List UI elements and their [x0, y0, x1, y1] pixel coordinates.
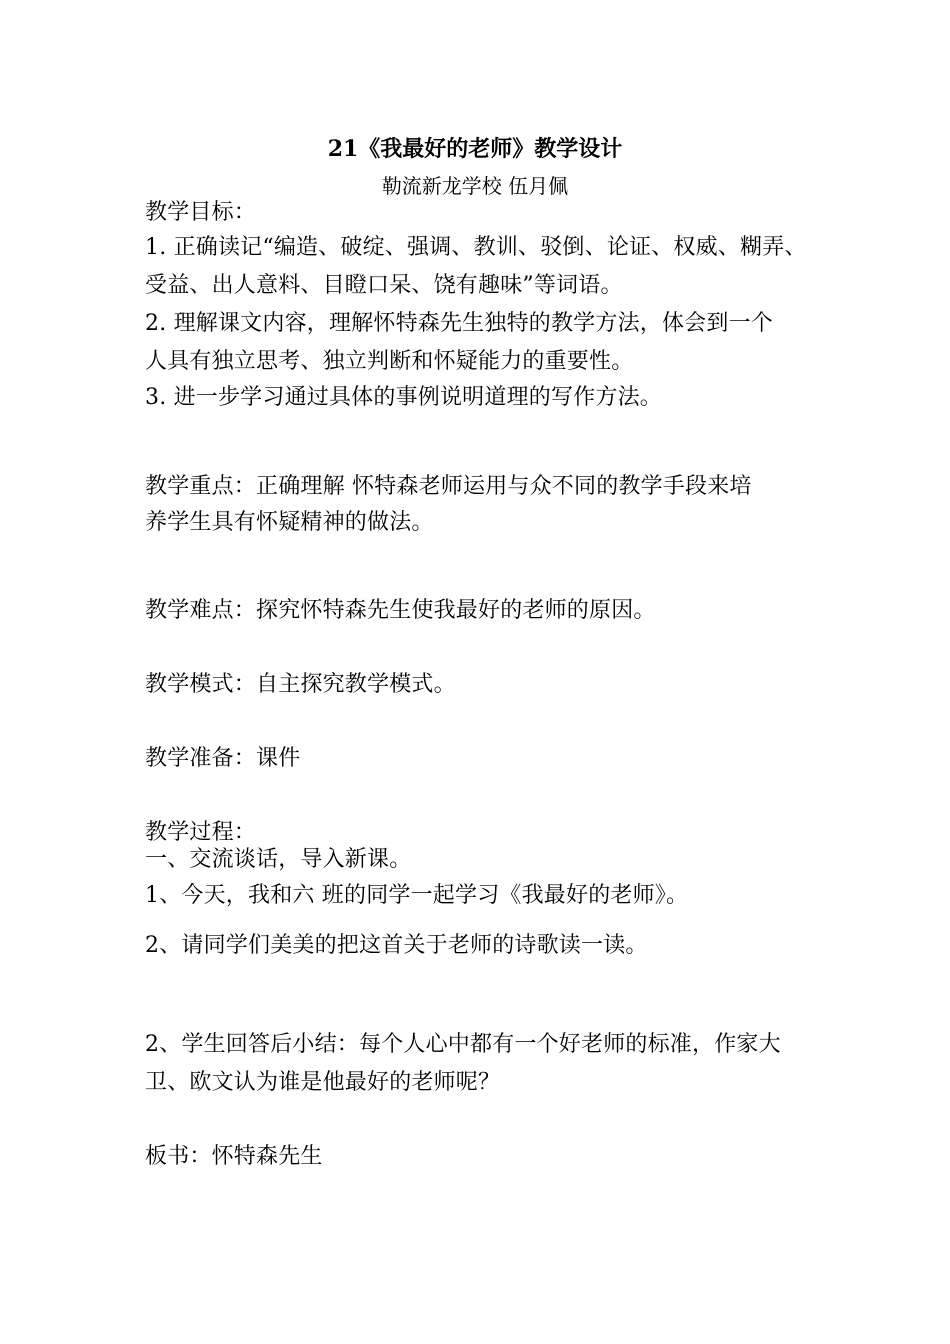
- process-section-1: 一、交流谈话，导入新课。: [145, 847, 412, 872]
- teaching-difficulty: 教学难点：探究怀特森先生使我最好的老师的原因。: [145, 598, 656, 623]
- document-author: 勒流新龙学校 伍月佩: [381, 174, 569, 198]
- objective-2-line-2: 人具有独立思考、独立判断和怀疑能力的重要性。: [145, 349, 634, 374]
- key-point-line-1: 教学重点：正确理解 怀特森老师运用与众不同的教学手段来培: [145, 474, 752, 499]
- process-step-1: 1、今天，我和六 班的同学一起学习《我最好的老师》。: [145, 883, 689, 908]
- process-step-2: 2、请同学们美美的把这首关于老师的诗歌读一读。: [145, 933, 648, 958]
- teaching-mode: 教学模式：自主探究教学模式。: [145, 672, 456, 697]
- objectives-heading: 教学目标：: [145, 200, 257, 225]
- objective-3: 3. 进一步学习通过具体的事例说明道理的写作方法。: [145, 385, 662, 410]
- process-heading: 教学过程：: [145, 820, 257, 845]
- process-step-3-line-1: 2、学生回答后小结：每个人心中都有一个好老师的标准，作家大: [145, 1032, 781, 1057]
- objective-2-line-1: 2. 理解课文内容，理解怀特森先生独特的教学方法，体会到一个: [145, 311, 773, 336]
- process-step-3-line-2: 卫、欧文认为谁是他最好的老师呢？: [145, 1070, 501, 1095]
- objective-1-line-1: 1. 正确读记“编造、破绽、强调、教训、驳倒、论证、权威、糊弄、: [145, 235, 807, 260]
- blackboard-note: 板书：怀特森先生: [145, 1144, 323, 1169]
- teaching-preparation: 教学准备：课件: [145, 746, 301, 771]
- document-title: 21《我最好的老师》教学设计: [327, 136, 623, 162]
- key-point-line-2: 养学生具有怀疑精神的做法。: [145, 510, 434, 535]
- objective-1-line-2: 受益、出人意料、目瞪口呆、饶有趣味”等词语。: [145, 273, 623, 298]
